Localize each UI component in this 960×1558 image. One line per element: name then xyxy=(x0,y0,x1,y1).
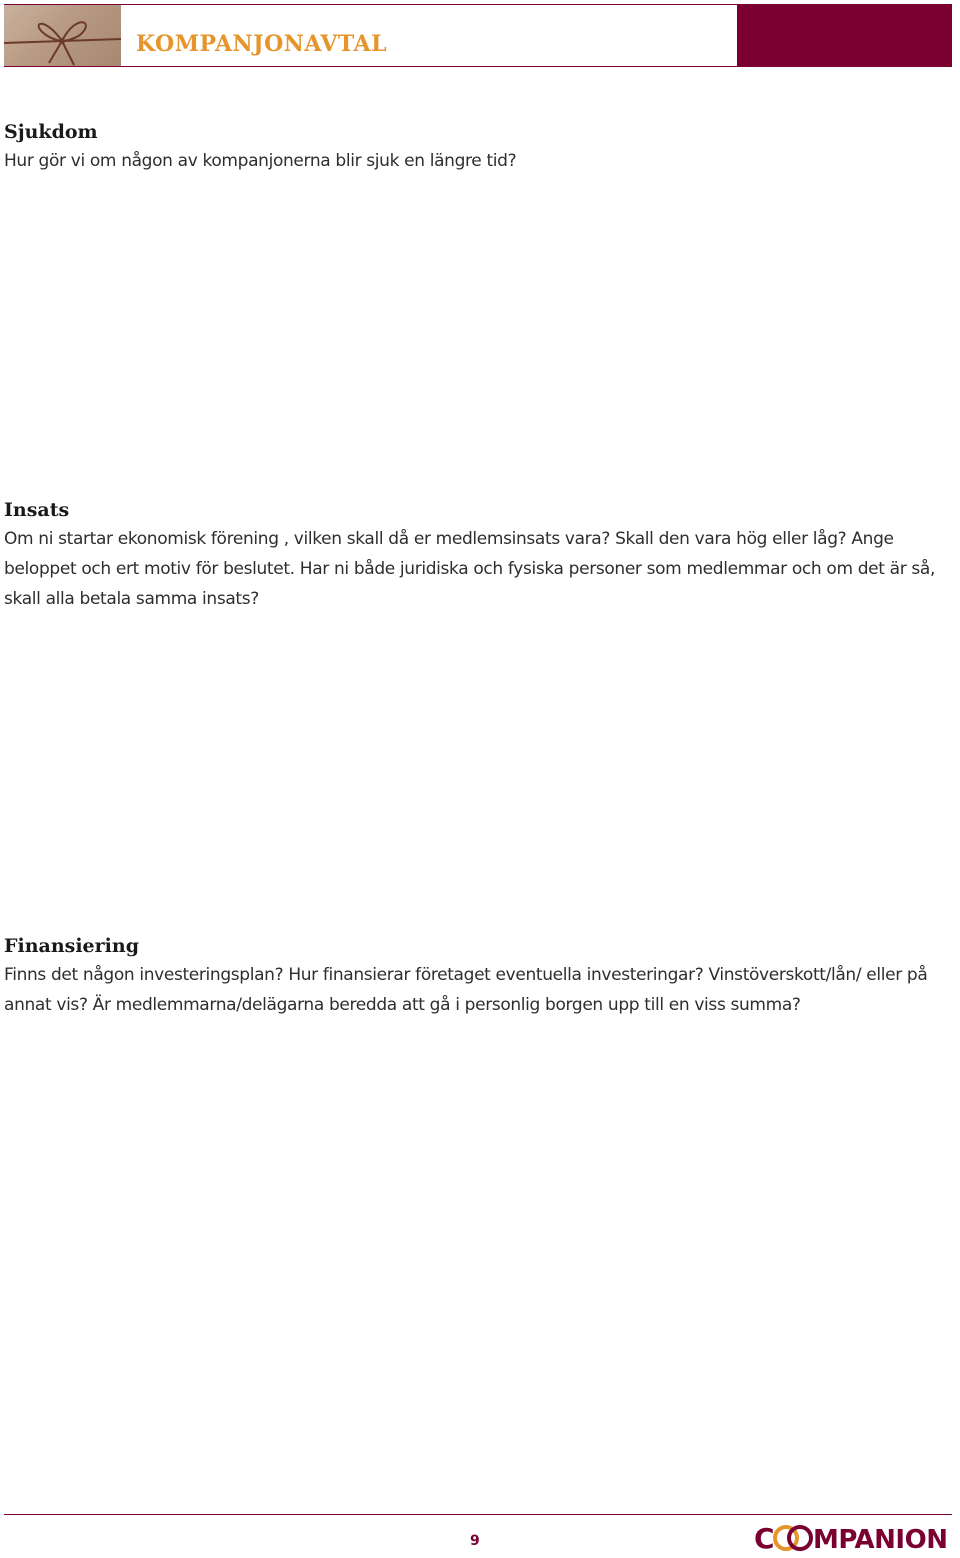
document-title: KOMPANJONAVTAL xyxy=(136,31,388,57)
section-body: Om ni startar ekonomisk förening , vilken skall då er medlemsinsats vara? Skall den vara hög eller låg? Ange beloppet och ert motiv för beslutet. Har ni både juridiska och fysiska personer som medlemmar och om det är så, skall alla betala samma insats? xyxy=(4,529,936,609)
page-header xyxy=(4,4,952,67)
page-number: 9 xyxy=(470,1533,480,1549)
section-sjukdom xyxy=(4,118,952,176)
svg-text:MPANION: MPANION xyxy=(813,1525,948,1554)
section-body: Hur gör vi om någon av kompanjonerna blir sjuk en längre tid? xyxy=(4,151,517,171)
svg-text:C: C xyxy=(754,1522,774,1554)
section-insats xyxy=(4,496,952,614)
section-heading: Finansiering xyxy=(4,935,139,957)
section-heading: Insats xyxy=(4,499,70,521)
ribbon-bow-icon xyxy=(4,5,121,66)
header-color-block xyxy=(737,5,952,66)
section-body: Finns det någon investeringsplan? Hur finansierar företaget eventuella investeringar? Vinstöverskott/lån/ eller på annat vis? Är medlemmarna/delägarna beredda att gå i personlig borgen upp till en viss summa? xyxy=(4,965,928,1015)
coompanion-logo xyxy=(754,1520,954,1554)
footer-divider xyxy=(4,1514,952,1515)
section-heading: Sjukdom xyxy=(4,121,98,143)
section-finansiering xyxy=(4,932,952,1020)
